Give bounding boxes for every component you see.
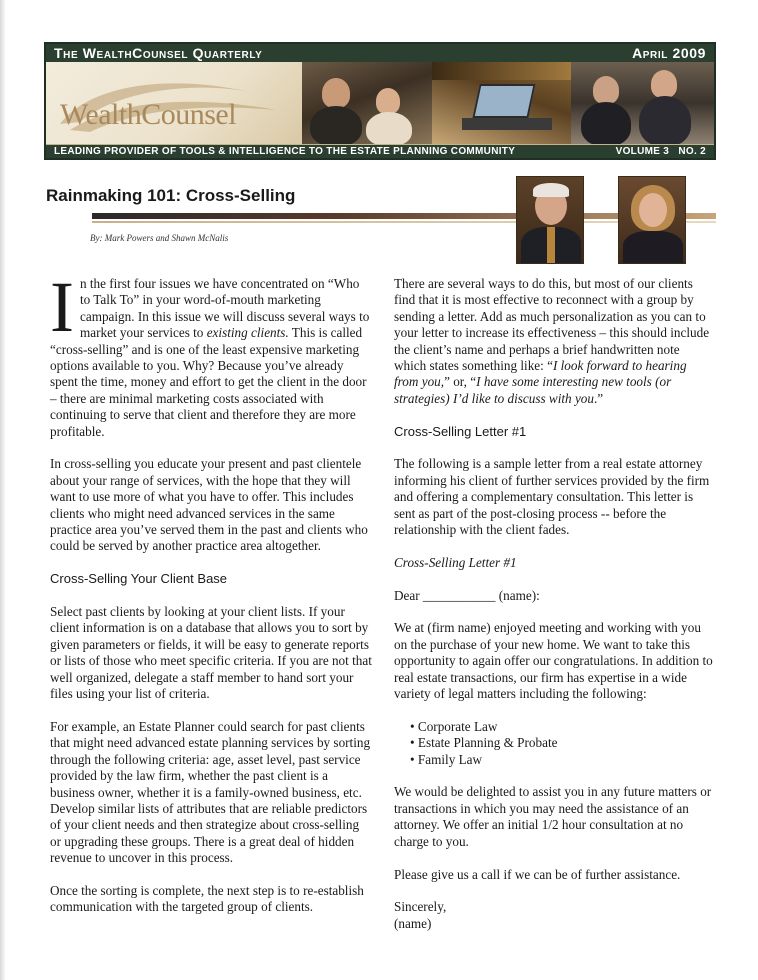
letter-signature: (name)	[394, 915, 432, 931]
paragraph: In cross-selling you educate your present and past clientele about your range of services, with the hope that they will want to use more of what you have to offer. This includes clients who might need advanced services in the same practice area you’ve served them in the past and clients who could be served by another practice area altogether.	[50, 456, 368, 554]
letter-paragraph: We at (firm name) enjoyed meeting and working with you on the purchase of your new home. We want to take this opportunity to again offer our congratulations. In addition to real estate transactions, our firm has expertise in a wide variety of legal matters including the following:	[394, 620, 713, 702]
byline: By: Mark Powers and Shawn McNalis	[90, 233, 229, 243]
paragraph: There are several ways to do this, but most of our clients find that it is most effective to reconnect with a group by sending a letter. Add as much personalization as you can to your letter to increase its effectiveness – this should include the client’s name and perhaps a brief handwritten note which states something like: “I look forward to hearing from you,” or, “I have some interesting new tools (or strategies) I’d like to discuss with you.”	[394, 276, 710, 406]
list-item: • Estate Planning & Probate	[410, 735, 714, 751]
list-item: • Corporate Law	[410, 719, 714, 735]
letter-paragraph: We would be delighted to assist you in any future matters or transactions in which you may need the assistance of an attorney. We offer an initial 1/2 hour consultation at no charge to you.	[394, 784, 712, 849]
masthead-tagline: LEADING PROVIDER OF TOOLS & INTELLIGENCE TO THE ESTATE PLANNING COMMUNITY	[54, 146, 516, 157]
drop-cap: I	[50, 267, 74, 347]
masthead-bottom-bar	[46, 144, 714, 158]
wealthcounsel-logo	[46, 62, 302, 144]
practice-areas-list	[410, 719, 714, 768]
letter-salutation: Dear ___________ (name):	[394, 587, 540, 603]
author-photo-mark-powers	[516, 176, 584, 264]
paragraph: Select past clients by looking at your client lists. If your client information is on a database that allows you to sort by given parameters or fields, it will be easy to generate reports or lists of those who meet specific criteria. If you are not that well organized, delegate a staff member to hand sort your files using your list of criteria.	[50, 604, 372, 702]
author-photo-shawn-mcnalis	[618, 176, 686, 264]
masthead-photo-meeting	[302, 62, 431, 144]
issue-date: April 2009	[632, 45, 706, 61]
article-right-column	[394, 276, 714, 932]
letter-paragraph: Please give us a call if we can be of further assistance.	[394, 866, 681, 882]
article-left-column	[50, 267, 372, 932]
letter-closing: Sincerely,	[394, 899, 447, 915]
masthead-photo-laptop	[432, 62, 571, 144]
subheading-client-base: Cross-Selling Your Client Base	[50, 571, 228, 587]
intro-paragraph: In the first four issues we have concentrated on “Who to Talk To” in your word-of-mouth marketing campaign. In this issue we will discuss several ways to market your services to existing clients. This is called “cross-selling” and is one of the least expensive marketing options available to you. Why? Because you’ve already spent the time, money and effort to get the client in the door – there are minimal marketing costs associated with continuing to serve that client and therefore they are more profitable.	[50, 267, 370, 439]
masthead-top-bar	[46, 44, 714, 62]
subheading-letter: Cross-Selling Letter #1	[394, 423, 527, 439]
masthead-images	[46, 62, 714, 144]
paragraph: The following is a sample letter from a real estate attorney informing his client of further services provided by the firm and offering a complementary consultation. This letter is sent as part of the post-closing process -- before the relationship with the client fades.	[394, 456, 710, 538]
article-title: Rainmaking 101: Cross-Selling	[46, 186, 296, 205]
list-item: • Family Law	[410, 752, 714, 768]
page-edge	[0, 0, 6, 980]
newsletter-title: The WealthCounsel Quarterly	[54, 45, 263, 61]
masthead	[44, 42, 716, 160]
masthead-photo-team	[571, 62, 714, 144]
logo-wordmark: WealthCounsel	[60, 98, 237, 131]
paragraph: For example, an Estate Planner could search for past clients that might need advanced estate planning services by sorting through the following criteria: age, asset level, past service provided by the law firm, whether the past client is a business owner, whether it is a family-owned business, etc. Develop similar lists of attributes that are reliable predictors of your client needs and then strategize about cross-selling or upgrading these groups. There is a great deal of hidden revenue to uncover in this process.	[50, 718, 371, 866]
paragraph: Once the sorting is complete, the next step is to re-establish communication with the targeted group of clients.	[50, 882, 364, 915]
letter-label: Cross-Selling Letter #1	[394, 554, 517, 570]
volume-number: VOLUME 3 NO. 2	[615, 146, 706, 157]
